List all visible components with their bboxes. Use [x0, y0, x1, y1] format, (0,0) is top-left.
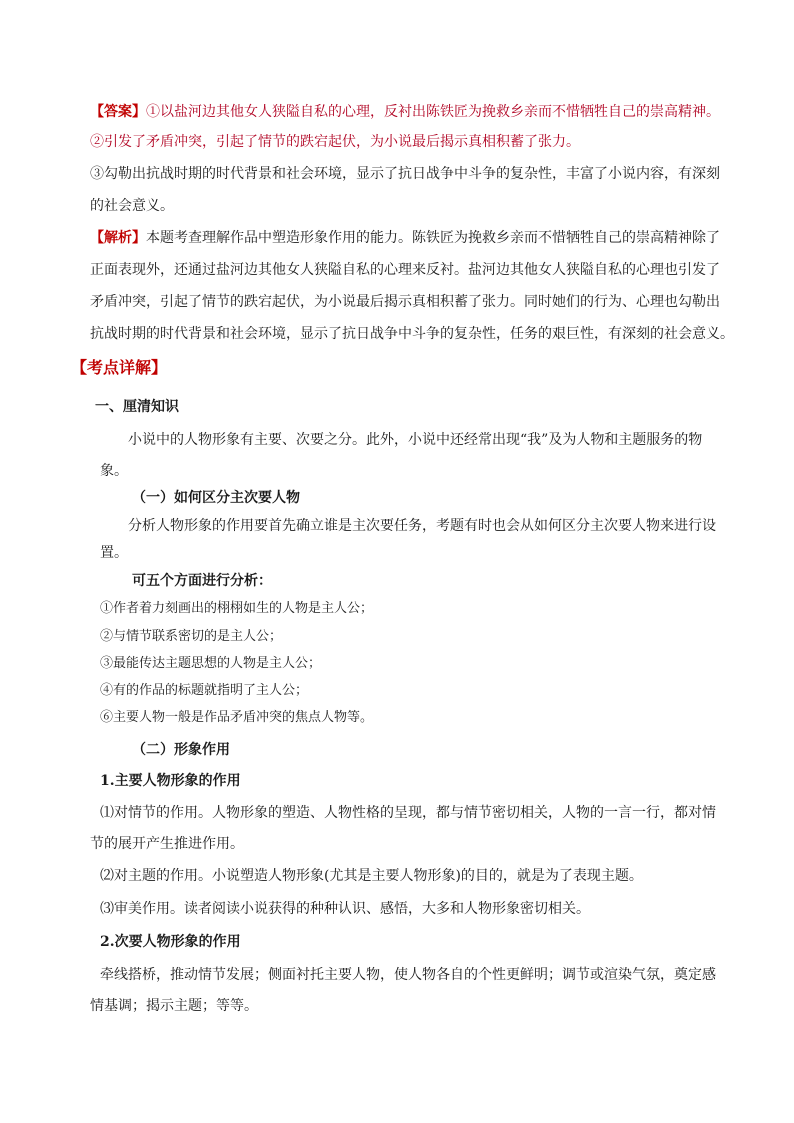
answer-line-3b: 的社会意义。: [90, 198, 174, 214]
answer-text-1: ①以盐河边其他女人狭隘自私的心理，反衬出陈铁匠为挽救乡亲而不惜牺牲自己的崇高精神。: [146, 104, 720, 120]
sub1-title: （一）如何区分主次要人物: [132, 490, 300, 506]
part1-title: 一、厘清知识: [95, 399, 179, 415]
answer-line-1: [90, 102, 730, 122]
main-role-item-3: ⑶审美作用。读者阅读小说获得的种种认识、感悟，大多和人物形象密切相关。: [100, 901, 590, 917]
analysis-line-2: 正面表现外，还通过盐河边其他女人狭隘自私的心理来反衬。盐河边其他女人狭隘自私的心理也引发了: [90, 262, 720, 278]
part1-para-b: 象。: [100, 463, 128, 479]
section-title: 【考点详解】: [71, 358, 168, 377]
main-role-item-2: ⑵对主题的作用。小说塑造人物形象(尤其是主要人物形象)的目的，就是为了表现主题。: [100, 868, 643, 884]
minor-role-para-b: 情基调；揭示主题；等等。: [90, 998, 258, 1014]
analysis-text-1: 本题考查理解作品中塑造形象作用的能力。陈铁匠为挽救乡亲而不惜牺牲自己的崇高精神除了: [146, 230, 720, 246]
five-item-2: ②与情节联系密切的是主人公；: [100, 629, 283, 644]
main-role-item-1a: ⑴对情节的作用。人物形象的塑造、人物性格的呈现，都与情节密切相关，人物的一言一行，都对情: [100, 805, 716, 821]
minor-role-title: 2.次要人物形象的作用: [100, 934, 241, 950]
part1-para-a: 小说中的人物形象有主要、次要之分。此外，小说中还经常出现“我”及为人物和主题服务的物: [128, 432, 703, 448]
analysis-line-1: [90, 228, 730, 248]
five-item-4: ④有的作品的标题就指明了主人公；: [100, 683, 309, 698]
five-item-1: ①作者着力刻画出的栩栩如生的人物是主人公；: [100, 601, 374, 616]
five-aspects-title: 可五个方面进行分析：: [132, 573, 272, 589]
sub2-title: （二）形象作用: [132, 742, 230, 758]
five-item-3: ③最能传达主题思想的人物是主人公；: [100, 656, 322, 671]
answer-line-2: ②引发了矛盾冲突，引起了情节的跌宕起伏，为小说最后揭示真相积蓄了张力。: [90, 134, 580, 150]
analysis-line-4: 抗战时期的时代背景和社会环境，显示了抗日战争中斗争的复杂性，任务的艰巨性，有深刻的社会意义。: [90, 326, 734, 342]
analysis-line-3: 矛盾冲突，引起了情节的跌宕起伏，为小说最后揭示真相积蓄了张力。同时她们的行为、心理也勾勒出: [90, 294, 720, 310]
answer-line-3a: ③勾勒出抗战时期的时代背景和社会环境，显示了抗日战争中斗争的复杂性，丰富了小说内容，有深刻: [90, 166, 720, 182]
main-role-title: 1.主要人物形象的作用: [100, 773, 241, 789]
analysis-tag: 【解析】: [90, 230, 146, 246]
answer-tag: 【答案】: [90, 104, 146, 120]
main-role-item-1b: 节的展开产生推进作用。: [90, 836, 244, 852]
sub1-para-a: 分析人物形象的作用要首先确立谁是主次要任务，考题有时也会从如何区分主次要人物来进行设: [128, 518, 716, 534]
sub1-para-b: 置。: [100, 545, 128, 561]
five-item-5: ⑥主要人物一般是作品矛盾冲突的焦点人物等。: [100, 710, 374, 725]
minor-role-para-a: 牵线搭桥，推动情节发展；侧面衬托主要人物，使人物各自的个性更鲜明；调节或渲染气氛，奠定感: [100, 967, 716, 983]
